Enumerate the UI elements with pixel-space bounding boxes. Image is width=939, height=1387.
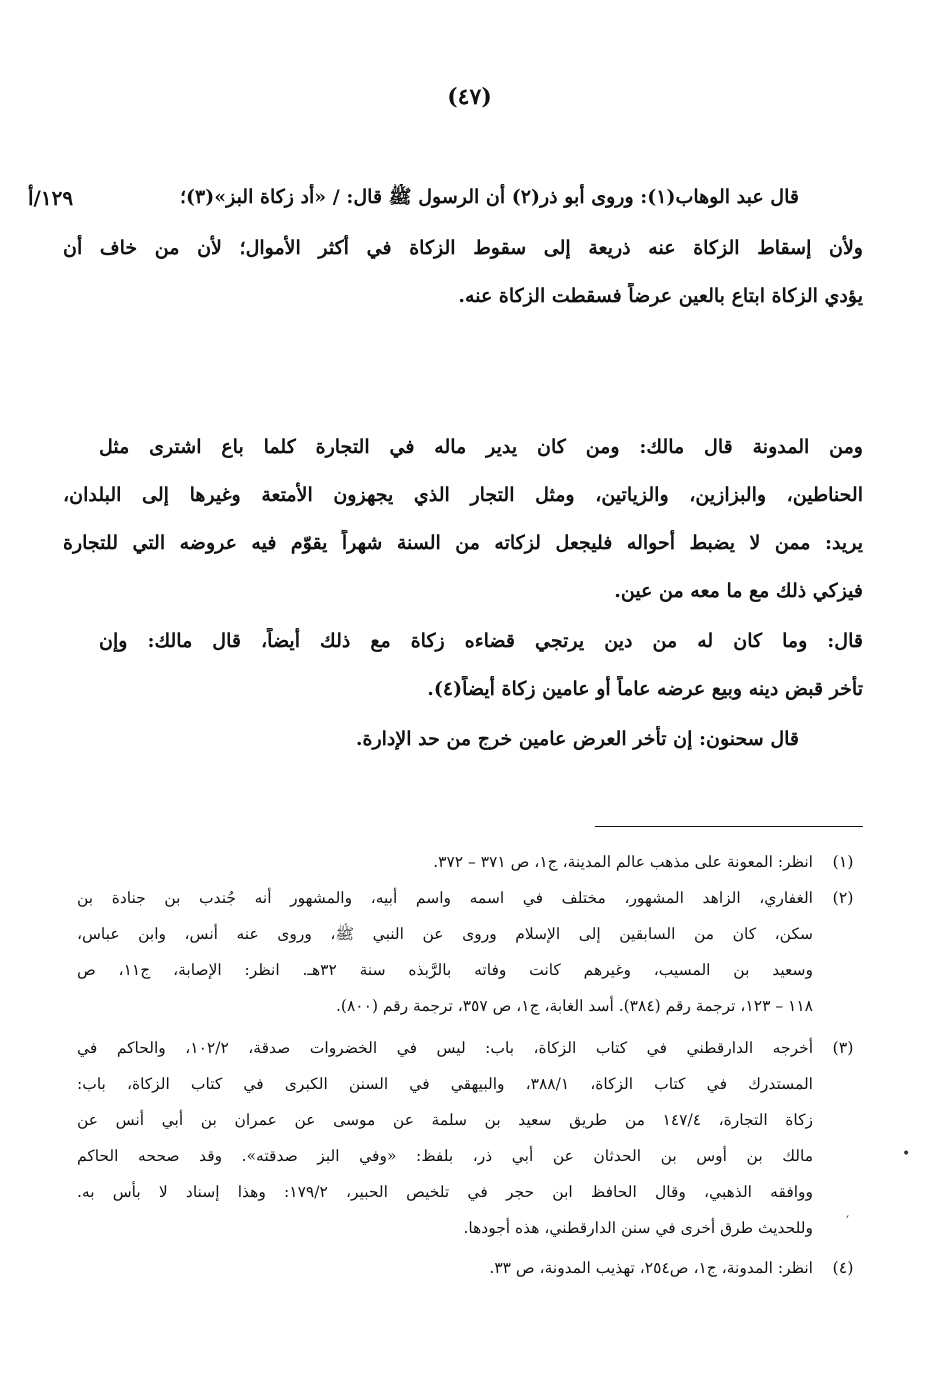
footnote-number: (٣) xyxy=(832,1038,854,1057)
scan-mark: ′ xyxy=(846,1214,850,1230)
body-line: ولأن إسقاط الزكاة عنه ذريعة إلى سقوط الزكاة في أكثر الأموال؛ لأن من خاف أن xyxy=(63,237,863,259)
body-line: قال عبد الوهاب(١): وروى أبو ذر(٢) أن الرسول ﷺ قال: / «أد زكاة البز»(٣)؛ xyxy=(179,186,799,208)
footnote-line: ووافقه الذهبي، وقال الحافظ ابن حجر في تلخيص الحبير، ١٧٩/٢: وهذا إسناد لا بأس به. xyxy=(77,1183,813,1201)
page-number: (٤٧) xyxy=(447,84,492,110)
body-line: تأخر قبض دينه وبيع عرضه عاماً أو عامين زكاة أيضاً(٤). xyxy=(427,678,863,700)
body-line: يريد: ممن لا يضبط أحواله فليجعل لزكاته من السنة شهراً يقوّم فيه عروضه التي للتجارة xyxy=(63,532,863,554)
scan-mark: • xyxy=(902,1146,911,1162)
footnote-separator xyxy=(595,826,863,827)
body-line: قال: وما كان له من دين يرتجي قضاءه زكاة مع ذلك أيضاً، قال مالك: وإن xyxy=(99,630,863,652)
footnote-line: سكن، كان من السابقين إلى الإسلام وروى عن النبي ﷺ، وروى عنه أنس، وابن عباس، xyxy=(77,925,813,943)
footnote-line: انظر: المعونة على مذهب عالم المدينة، ج١، ص ٣٧١ – ٣٧٢. xyxy=(433,853,813,871)
footnote-line: مالك بن أوس بن الحدثان عن أبي ذر، بلفظ: «وفي البز صدقته». وقد صححه الحاكم xyxy=(77,1147,813,1165)
footnote-line: وسعيد بن المسيب، وغيرهم كانت وفاته بالرَّبذه سنة ٣٢هـ. انظر: الإصابة، ج١١، ص xyxy=(77,961,813,979)
footnote-line: وللحديث طرق أخرى في سنن الدارقطني، هذه أجودها. xyxy=(463,1219,813,1237)
footnote-number: (٢) xyxy=(832,888,854,907)
footnote-number: (٤) xyxy=(832,1258,854,1277)
body-line: يؤدي الزكاة ابتاع بالعين عرضاً فسقطت الزكاة عنه. xyxy=(458,285,863,307)
footnote-line: انظر: المدونة، ج١، ص٢٥٤، تهذيب المدونة، ص ٣٣. xyxy=(489,1259,813,1277)
footnote-line: الغفاري، الزاهد المشهور، مختلف في اسمه واسم أبيه، والمشهور أنه جُندب بن جنادة بن xyxy=(77,889,813,907)
footnote-line: أخرجه الدارقطني في كتاب الزكاة، باب: ليس في الخضروات صدقة، ١٠٢/٢، والحاكم في xyxy=(77,1039,813,1057)
body-line: قال سحنون: إن تأخر العرض عامين خرج من حد الإدارة. xyxy=(355,728,799,750)
body-line: ومن المدونة قال مالك: ومن كان يدير ماله في التجارة كلما باع اشترى مثل xyxy=(99,436,863,458)
body-line: فيزكي ذلك مع ما معه من عين. xyxy=(614,580,863,602)
footnote-line: المستدرك في كتاب الزكاة، ٣٨٨/١، والبيهقي في السنن الكبرى في كتاب الزكاة، باب: xyxy=(77,1075,813,1093)
footnote-line: زكاة التجارة، ١٤٧/٤ من طريق سعيد بن سلمة عن موسى عن عمران بن أبي أنس عن xyxy=(77,1111,813,1129)
margin-reference: ١٢٩/أ xyxy=(28,186,74,210)
footnote-number: (١) xyxy=(832,852,854,871)
footnote-line: ١١٨ – ١٢٣، ترجمة رقم (٣٨٤). أسد الغابة، ج١، ص ٣٥٧، ترجمة رقم (٨٠٠). xyxy=(335,997,813,1015)
body-line: الحناطين، والبزازين، والزياتين، ومثل التجار الذي يجهزون الأمتعة وغيرها إلى البلدان، xyxy=(63,484,863,506)
